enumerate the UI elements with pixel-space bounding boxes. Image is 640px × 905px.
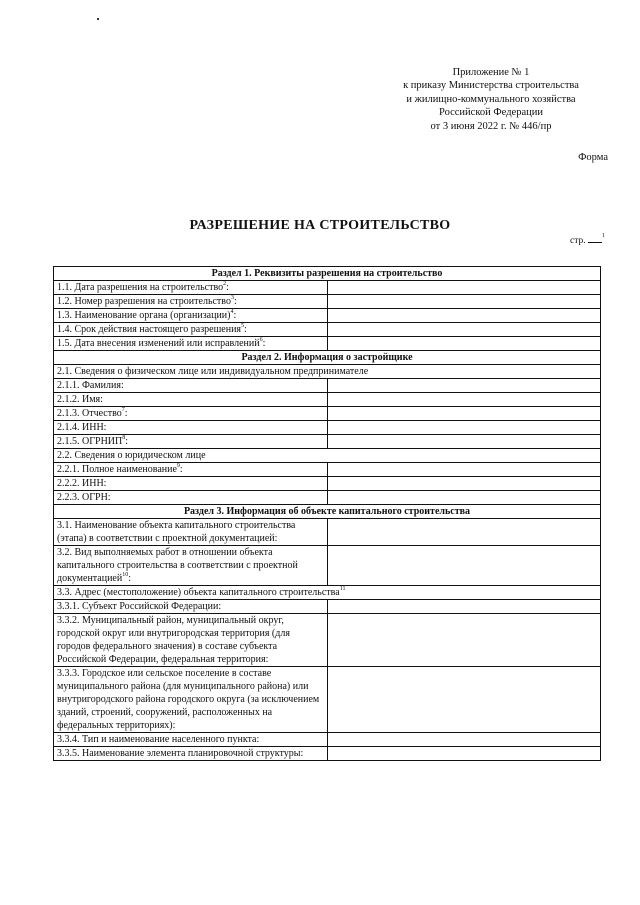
form-row xyxy=(54,379,601,393)
field-label: 2.2.3. ОГРН: xyxy=(57,492,111,503)
field-label-cell xyxy=(54,407,328,421)
field-label-cell xyxy=(54,667,328,733)
form-row xyxy=(54,491,601,505)
footnote-mark: 8 xyxy=(122,435,126,441)
field-value-cell[interactable] xyxy=(327,337,601,351)
field-label-cell xyxy=(54,546,328,586)
field-value-cell[interactable] xyxy=(327,546,601,586)
appendix-line: Российской Федерации xyxy=(439,107,543,119)
field-label: 2.1. Сведения о физическом лице или индивидуальном предпринимателе xyxy=(57,366,369,377)
field-value-cell[interactable] xyxy=(327,393,601,407)
field-value-cell[interactable] xyxy=(327,600,601,614)
form-row xyxy=(54,747,601,761)
field-label-cell xyxy=(54,421,328,435)
form-row xyxy=(54,546,601,586)
page-number-blank xyxy=(588,242,602,243)
footnote-mark: 4 xyxy=(230,309,234,315)
field-label-cell xyxy=(54,519,328,546)
field-label: 3.1. Наименование объекта капитального строительства (этапа) в соответствии с проектной документацией: xyxy=(57,520,296,544)
field-label: 2.2.2. ИНН: xyxy=(57,478,107,489)
form-row xyxy=(54,519,601,546)
footnote-mark: 2 xyxy=(223,281,227,287)
appendix-line: к приказу Министерства строительства xyxy=(403,80,579,92)
field-label-cell xyxy=(54,614,328,667)
form-row xyxy=(54,463,601,477)
permit-form-table xyxy=(53,266,601,761)
form-row xyxy=(54,337,601,351)
field-label: 2.2.1. Полное наименование xyxy=(57,464,177,475)
appendix-line: и жилищно-коммунального хозяйства xyxy=(406,93,576,105)
form-row xyxy=(54,281,601,295)
footnote-mark: 6 xyxy=(259,337,263,343)
form-row xyxy=(54,323,601,337)
field-value-cell[interactable] xyxy=(327,491,601,505)
form-row xyxy=(54,365,601,379)
field-label-suffix: : xyxy=(233,310,237,321)
field-label: 3.3.5. Наименование элемента планировочной структуры: xyxy=(57,748,304,759)
form-row xyxy=(54,449,601,463)
form-row xyxy=(54,309,601,323)
field-label: 2.1.1. Фамилия: xyxy=(57,380,124,391)
field-value-cell[interactable] xyxy=(327,667,601,733)
field-value-cell[interactable] xyxy=(327,309,601,323)
field-label: 3.3.1. Субъект Российской Федерации: xyxy=(57,601,222,612)
section-header: Раздел 1. Реквизиты разрешения на строительство xyxy=(54,267,601,281)
footnote-mark: 10 xyxy=(122,572,129,578)
form-row xyxy=(54,421,601,435)
field-label-cell xyxy=(54,477,328,491)
field-value-cell[interactable] xyxy=(327,295,601,309)
field-value-cell[interactable] xyxy=(327,435,601,449)
field-label-cell xyxy=(54,295,328,309)
form-row xyxy=(54,600,601,614)
field-label-suffix: : xyxy=(244,324,247,335)
form-row xyxy=(54,407,601,421)
field-value-cell[interactable] xyxy=(327,421,601,435)
field-value-cell[interactable] xyxy=(327,323,601,337)
field-value-cell[interactable] xyxy=(327,519,601,546)
field-label: 3.3.2. Муниципальный район, муниципальный округ, городской округ или внутригородская территория (для городов федерального значения) в составе субъекта Российской Федерации, федеральная территория: xyxy=(57,615,290,665)
document-title: РАЗРЕШЕНИЕ НА СТРОИТЕЛЬСТВО xyxy=(189,218,451,233)
footnote-mark: 3 xyxy=(230,295,234,301)
field-label: 1.3. Наименование органа (организации) xyxy=(57,310,231,321)
footnote-mark: 7 xyxy=(121,407,125,413)
field-label-cell xyxy=(54,281,328,295)
field-label-cell xyxy=(54,393,328,407)
form-row xyxy=(54,614,601,667)
field-value-cell[interactable] xyxy=(327,747,601,761)
field-label-cell xyxy=(54,463,328,477)
field-value-cell[interactable] xyxy=(327,281,601,295)
field-label-suffix: : xyxy=(262,338,266,349)
section-header: Раздел 3. Информация об объекте капитального строительства xyxy=(54,505,601,519)
page-reference xyxy=(570,233,605,246)
field-label-suffix: : xyxy=(179,464,183,475)
field-label-cell xyxy=(54,449,601,463)
scan-speck xyxy=(97,18,99,20)
field-label-cell xyxy=(54,337,328,351)
page-label: стр. xyxy=(570,236,586,246)
footnote-mark: 1 xyxy=(601,233,605,239)
section-header-row xyxy=(54,505,601,519)
field-label: 2.1.3. Отчество xyxy=(57,408,122,419)
field-label-cell xyxy=(54,365,601,379)
field-label-cell xyxy=(54,435,328,449)
field-label: 1.1. Дата разрешения на строительство xyxy=(57,282,224,293)
section-header-row xyxy=(54,351,601,365)
field-label-cell xyxy=(54,747,328,761)
field-label-cell xyxy=(54,309,328,323)
field-label: 2.1.4. ИНН: xyxy=(57,422,107,433)
form-row xyxy=(54,393,601,407)
field-label: 2.2. Сведения о юридическом лице xyxy=(57,450,206,461)
field-label: 3.2. Вид выполняемых работ в отношении объекта капитального строительства в соответствии с проектной документацией xyxy=(57,547,298,584)
field-label: 2.1.2. Имя: xyxy=(57,394,103,405)
field-label: 1.2. Номер разрешения на строительство xyxy=(57,296,231,307)
field-label-suffix: : xyxy=(226,282,229,293)
field-label-cell xyxy=(54,586,601,600)
appendix-line: Приложение № 1 xyxy=(452,67,530,78)
appendix-block xyxy=(380,66,602,133)
footnote-mark: 11 xyxy=(339,586,346,592)
field-value-cell[interactable] xyxy=(327,379,601,393)
form-row xyxy=(54,586,601,600)
field-value-cell[interactable] xyxy=(327,407,601,421)
form-row xyxy=(54,477,601,491)
field-label: 3.3.4. Тип и наименование населенного пункта: xyxy=(57,734,260,745)
field-value-cell[interactable] xyxy=(327,477,601,491)
form-label: Форма xyxy=(578,152,608,163)
form-row xyxy=(54,295,601,309)
field-label-suffix: : xyxy=(125,436,129,447)
footnote-mark: 5 xyxy=(241,323,245,329)
form-row xyxy=(54,667,601,733)
footnote-mark: 9 xyxy=(176,463,180,469)
form-body xyxy=(54,267,601,761)
section-header: Раздел 2. Информация о застройщике xyxy=(54,351,601,365)
section-header-row xyxy=(54,267,601,281)
field-label-cell xyxy=(54,733,328,747)
field-label-cell xyxy=(54,379,328,393)
field-value-cell[interactable] xyxy=(327,733,601,747)
field-label: 3.3.3. Городское или сельское поселение в составе муниципального района (для муниципального района) или внутригородского района городского округа (за исключением зданий, строений, сооружений, расположенных на федеральных территориях): xyxy=(57,668,320,731)
field-label: 1.5. Дата внесения изменений или исправлений xyxy=(57,338,260,349)
field-label-cell xyxy=(54,600,328,614)
field-label-suffix: : xyxy=(233,296,237,307)
field-label-cell xyxy=(54,491,328,505)
appendix-line: от 3 июня 2022 г. № 446/пр xyxy=(430,120,552,132)
field-label-cell xyxy=(54,323,328,337)
field-label: 3.3. Адрес (местоположение) объекта капитального строительства xyxy=(57,587,340,598)
form-row xyxy=(54,733,601,747)
field-value-cell[interactable] xyxy=(327,614,601,667)
field-value-cell[interactable] xyxy=(327,463,601,477)
field-label: 2.1.5. ОГРНИП xyxy=(57,436,123,447)
field-label-suffix: : xyxy=(128,573,131,584)
field-label-suffix: : xyxy=(124,408,128,419)
form-row xyxy=(54,435,601,449)
field-label: 1.4. Срок действия настоящего разрешения xyxy=(57,324,242,335)
